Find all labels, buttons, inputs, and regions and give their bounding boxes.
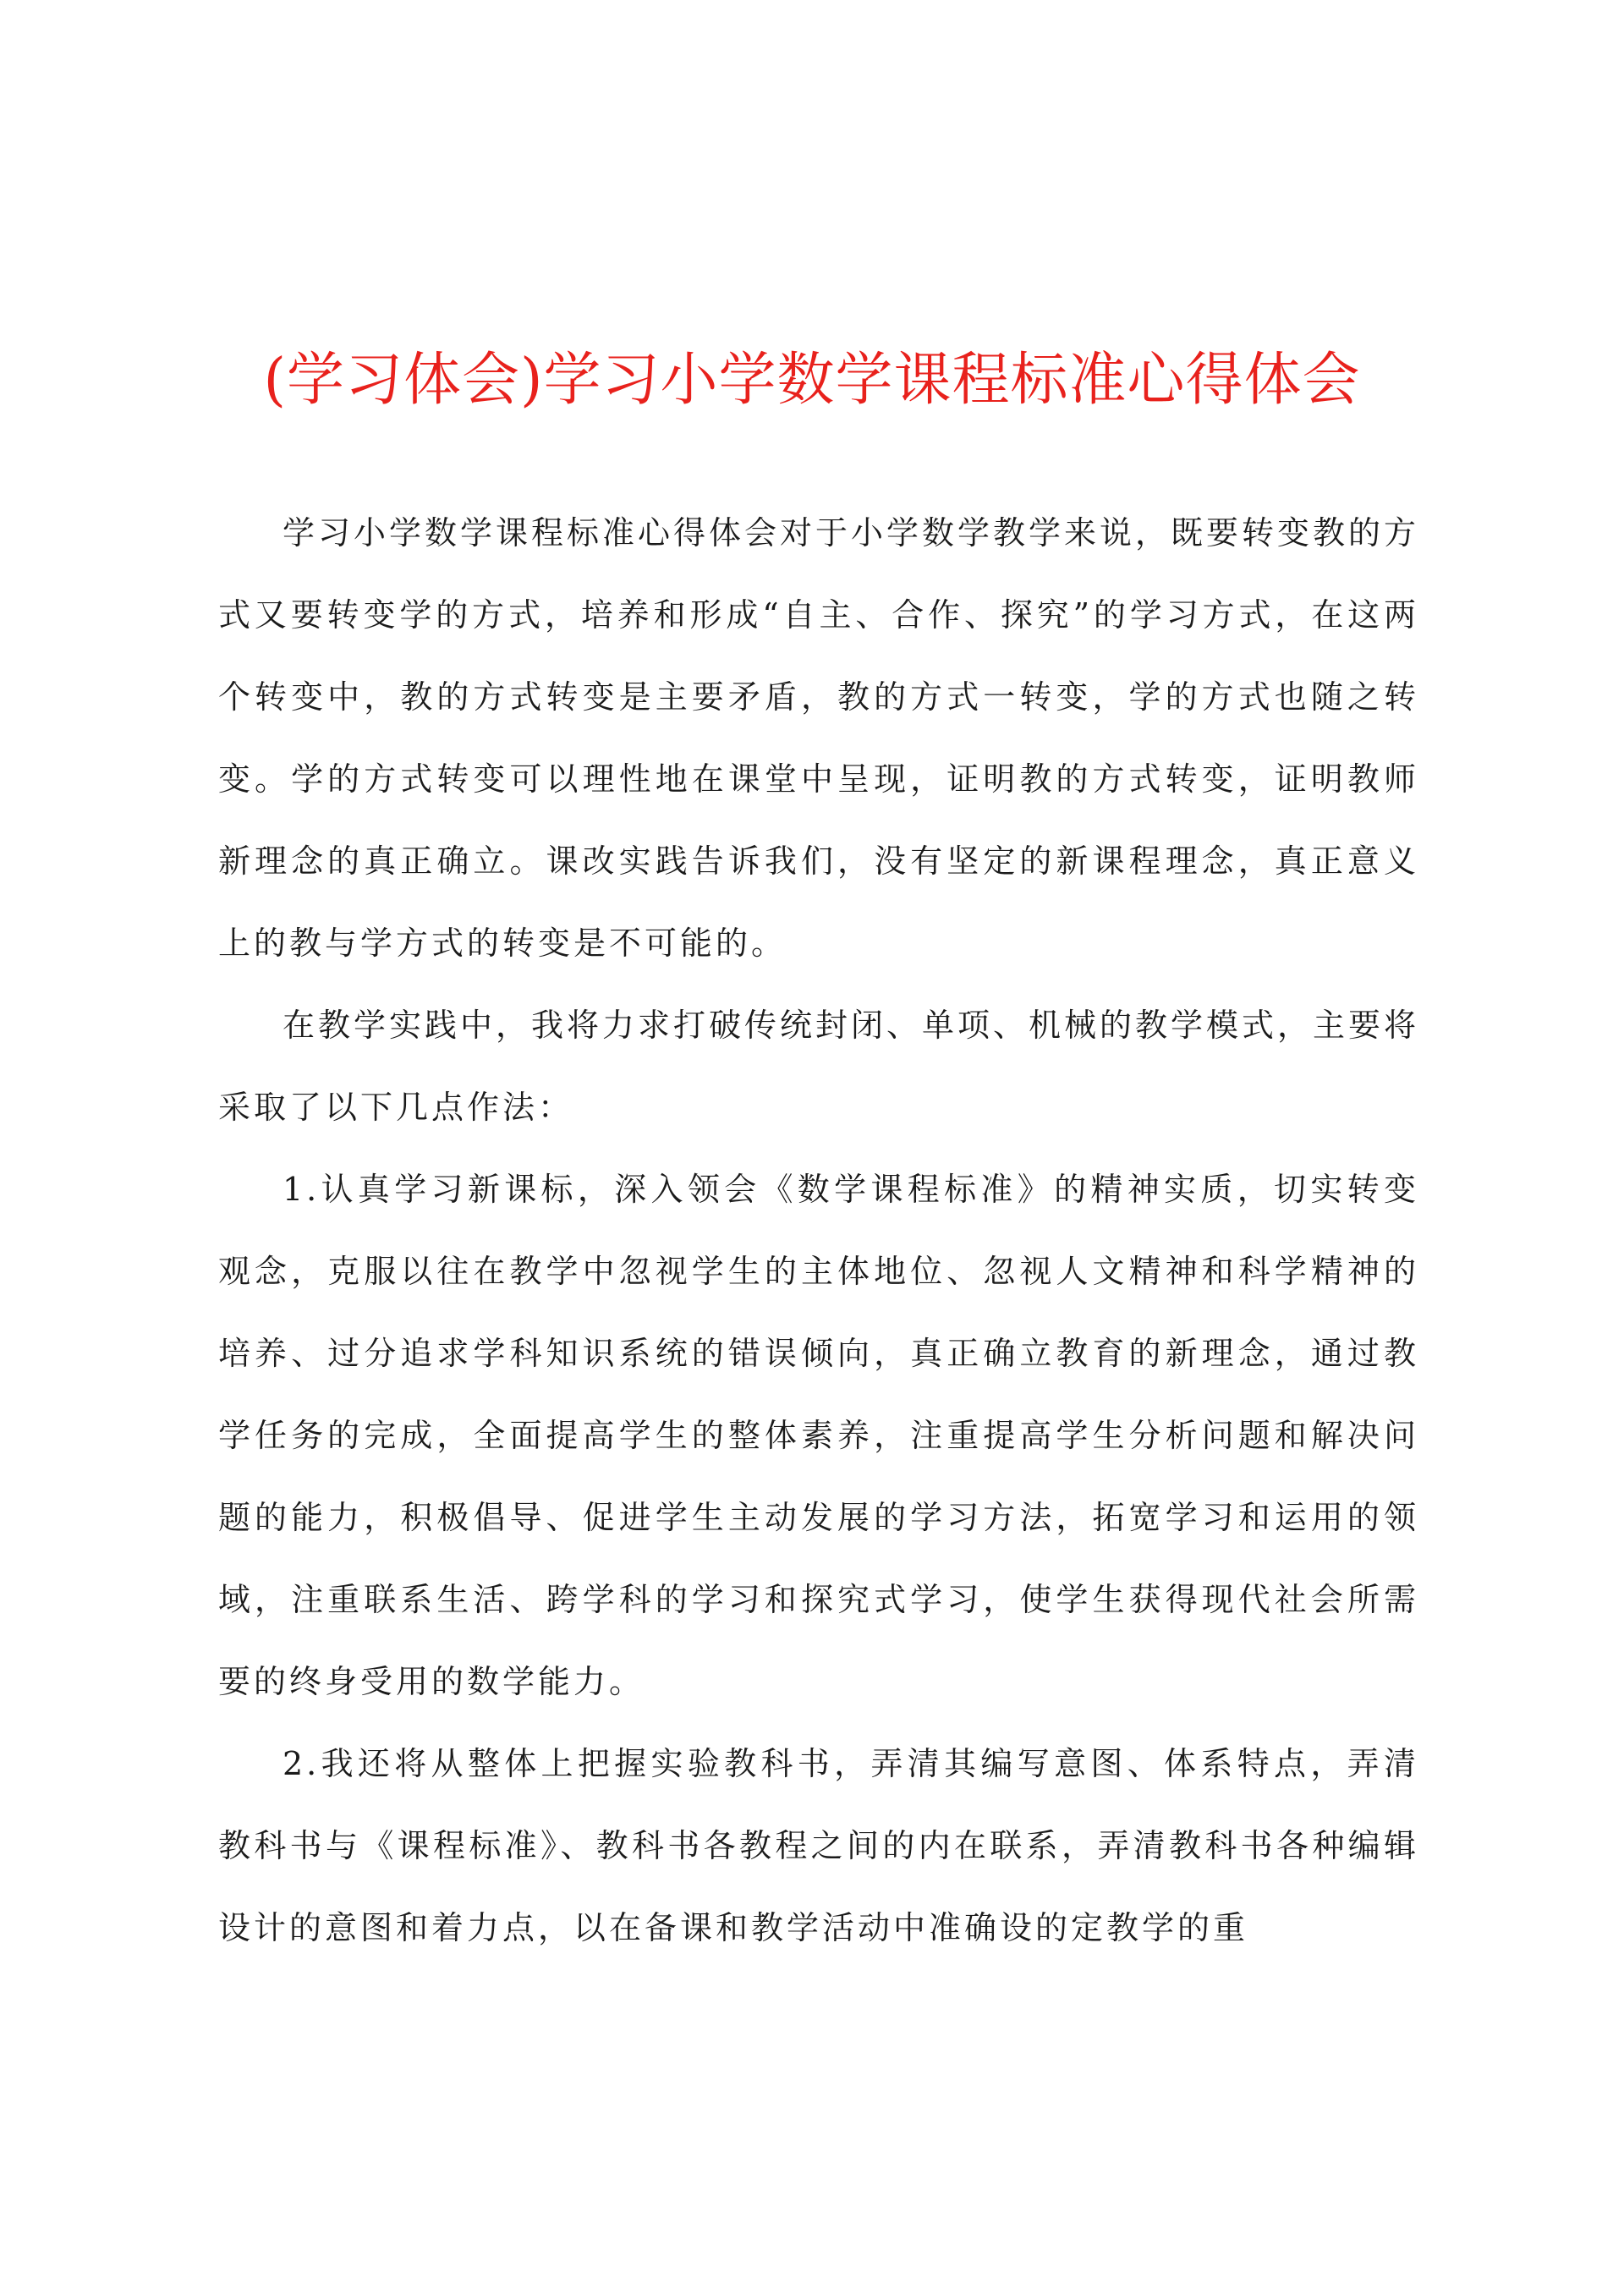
document-body bbox=[218, 492, 1419, 1969]
document-title: (学习体会)学习小学数学课程标准心得体会 bbox=[263, 347, 1361, 414]
paragraph-4: 2.我还将从整体上把握实验教科书，弄清其编写意图、体系特点，弄清教科书与《课程标准》、教科书各教程之间的内在联系，弄清教科书各种编辑设计的意图和着力点，以在备课和教学活动中准确设的定教学的重 bbox=[218, 1745, 1419, 1946]
paragraph-2: 在教学实践中，我将力求打破传统封闭、单项、机械的教学模式，主要将采取了以下几点作法： bbox=[218, 1007, 1420, 1126]
paragraph-3: 1.认真学习新课标，深入领会《数学课程标准》的精神实质，切实转变观念，克服以往在教学中忽视学生的主体地位、忽视人文精神和科学精神的培养、过分追求学科知识系统的错误倾向，真正确立教育的新理念，通过教学任务的完成，全面提高学生的整体素养，注重提高学生分析问题和解决问题的能力，积极倡导、促进学生主动发展的学习方法，拓宽学习和运用的领域，注重联系生活、跨学科的学习和探究式学习，使学生获得现代社会所需要的终身受用的数学能力。 bbox=[218, 1171, 1419, 1700]
paragraph-1: 学习小学数学课程标准心得体会对于小学数学教学来说，既要转变教的方式又要转变学的方式，培养和形成“自主、合作、探究”的学习方式，在这两个转变中，教的方式转变是主要矛盾，教的方式一转变，学的方式也随之转变。学的方式转变可以理性地在课堂中呈现，证明教的方式转变，证明教师新理念的真正确立。课改实践告诉我们，没有坚定的新课程理念，真正意义上的教与学方式的转变是不可能的。 bbox=[218, 514, 1420, 962]
